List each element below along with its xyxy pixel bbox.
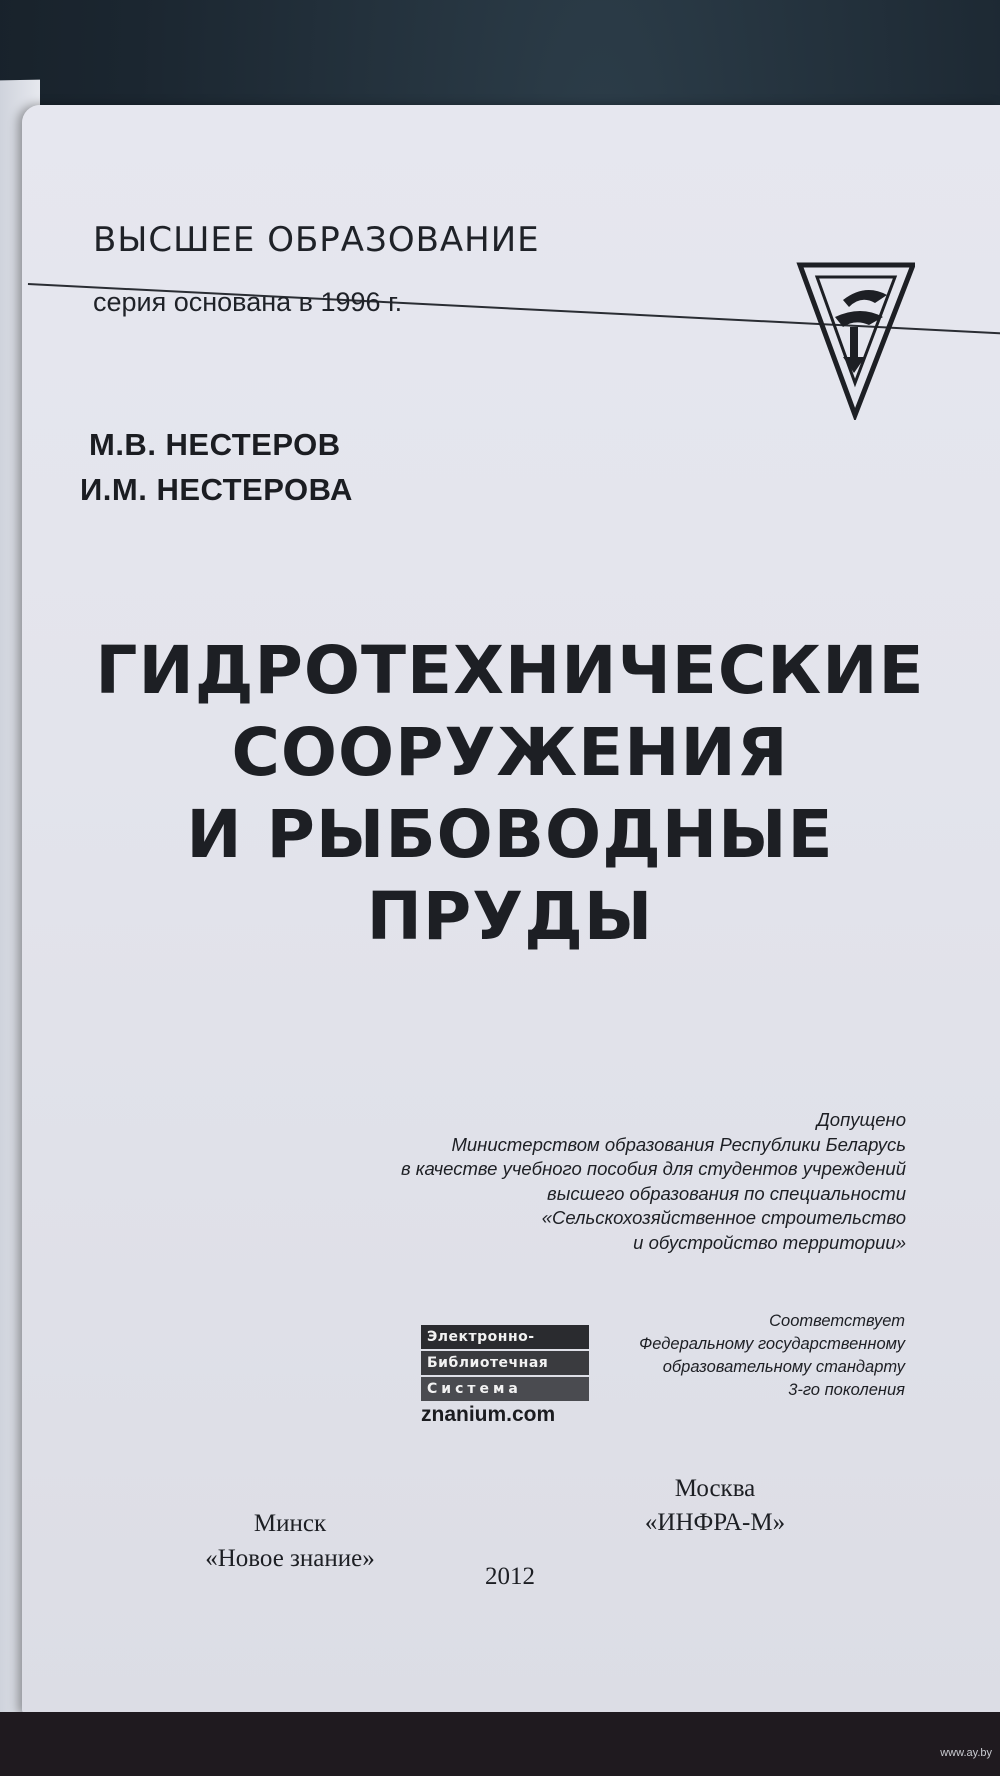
standard-line: Соответствует	[769, 1312, 905, 1330]
author-2: И.М. НЕСТЕРОВА	[80, 472, 353, 507]
approval-note	[266, 1108, 906, 1255]
watermark: www.ay.by	[940, 1747, 992, 1759]
approval-line: в качестве учебного пособия для студентов учреждений	[400, 1158, 906, 1179]
approval-line: «Сельскохозяйственное строительство	[541, 1207, 906, 1228]
book-title-line: СООРУЖЕНИЯ	[231, 714, 789, 791]
book-title	[40, 630, 980, 958]
ebs-site: znanium.com	[421, 1403, 556, 1426]
approval-line: и обустройство территории»	[633, 1231, 906, 1253]
book-title-line: И РЫБОВОДНЫЕ ПРУДЫ	[186, 796, 834, 955]
imprint-city-left: Минск	[253, 1510, 327, 1537]
book-title-line: ГИДРОТЕХНИЧЕСКИЕ	[95, 632, 925, 709]
approval-line: Министерством образования Республики Беларусь	[451, 1133, 906, 1155]
series-subtitle: серия основана в 1996 г.	[93, 287, 403, 317]
ebs-band: Электронно-	[421, 1325, 589, 1349]
imprint-city-right: Москва	[674, 1475, 756, 1502]
approval-line: Допущено	[816, 1109, 906, 1130]
series-title: ВЫСШЕЕ ОБРАЗОВАНИЕ	[93, 220, 540, 260]
imprint-publisher-left: «Новое знание»	[205, 1545, 375, 1572]
standard-note	[575, 1310, 905, 1402]
standard-line: Федеральному государственному	[639, 1335, 905, 1353]
ebs-band: Система	[421, 1377, 589, 1401]
imprint-year: 2012	[485, 1563, 535, 1590]
approval-line: высшего образования по специальности	[547, 1182, 906, 1204]
ebs-band: Библиотечная	[421, 1351, 589, 1375]
standard-line: 3-го поколения	[788, 1381, 905, 1399]
imprint-publisher-right: «ИНФРА-М»	[644, 1509, 786, 1536]
author-1: М.В. НЕСТЕРОВ	[89, 427, 341, 462]
ebs-logo	[421, 1325, 589, 1427]
table-surface	[0, 1712, 1000, 1776]
standard-line: образовательному стандарту	[662, 1358, 905, 1376]
publisher-logo-icon	[795, 255, 915, 420]
